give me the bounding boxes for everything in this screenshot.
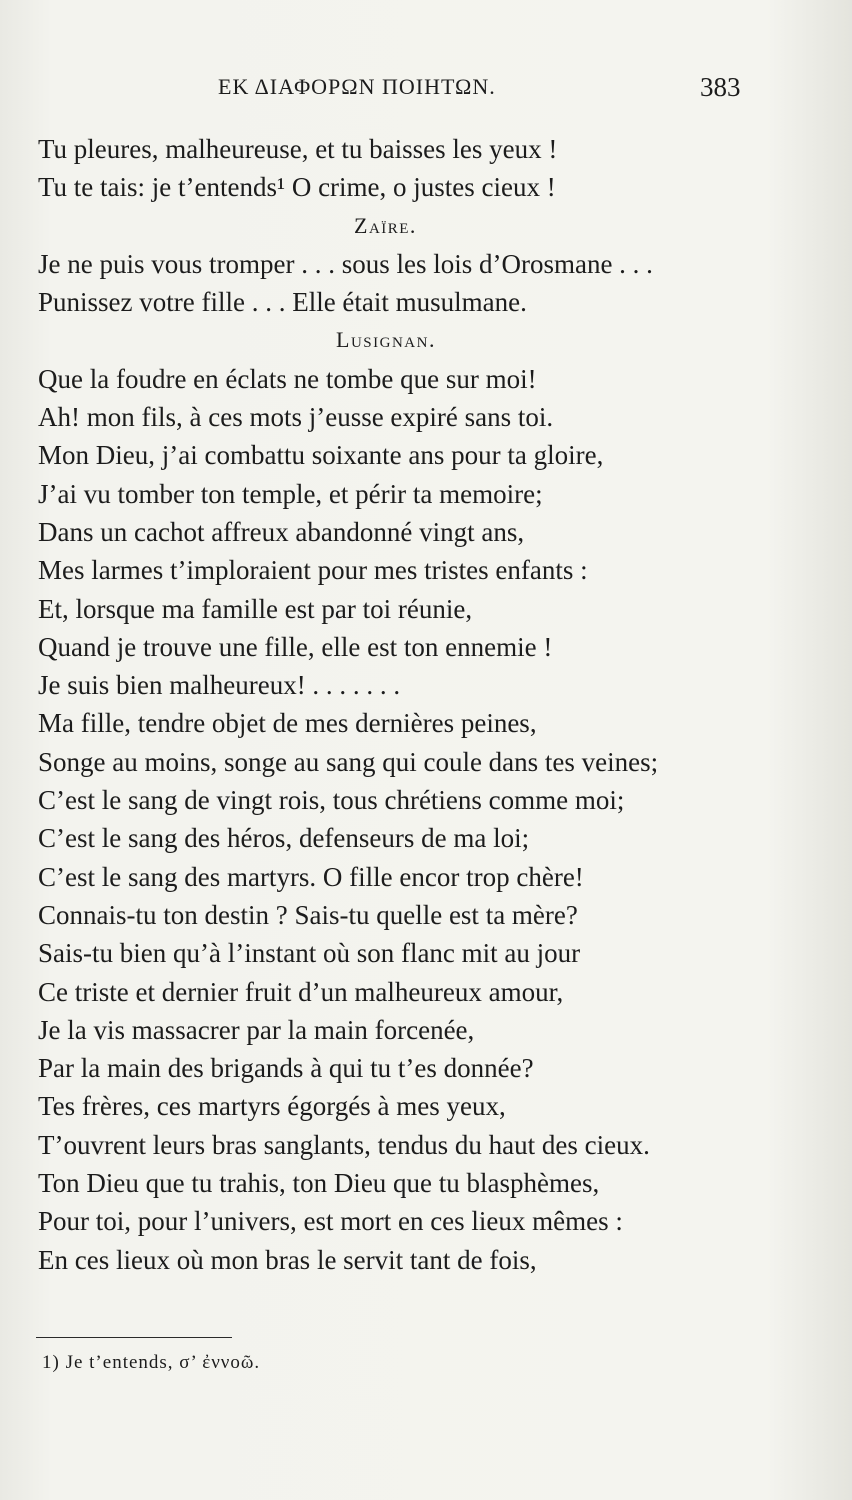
verse-line: C’est le sang de vingt rois, tous chrétiens comme moi; [38, 785, 625, 816]
verse-line: C’est le sang des martyrs. O fille encor trop chère! [38, 861, 584, 892]
verse-line: Mes larmes t’imploraient pour mes tristes enfants : [38, 555, 588, 586]
verse-line: Ce triste et dernier fruit d’un malheureux amour, [38, 976, 564, 1007]
verse-line: Je suis bien malheureux! . . . . . . . [38, 670, 401, 701]
verse-line: T’ouvrent leurs bras sanglants, tendus du haut des cieux. [38, 1129, 650, 1160]
verse-line: Connais-tu ton destin ? Sais-tu quelle est ta mère? [38, 899, 578, 930]
verse-line: Sais-tu bien qu’à l’instant où son flanc mit au jour [38, 938, 581, 969]
verse-line: Je la vis massacrer par la main forcenée, [38, 1014, 475, 1045]
verse-line: Tu te tais: je t’entends¹ O crime, o justes cieux ! [38, 172, 556, 203]
footnote [42, 1352, 260, 1374]
verse-line: Tes frères, ces martyrs égorgés à mes yeux, [38, 1091, 506, 1122]
verse-line: Et, lorsque ma famille est par toi réunie, [38, 593, 473, 624]
footnote-marker: 1) [42, 1352, 60, 1373]
verse-line: Tu pleures, malheureuse, et tu baisses les yeux ! [38, 134, 558, 164]
verse-line: Ah! mon fils, à ces mots j’eusse expiré sans toi. [38, 402, 554, 433]
footnote-text: Je t’entends, σ’ ἐννοῶ. [65, 1352, 261, 1373]
verse-line: Quand je trouve une fille, elle est ton ennemie ! [38, 631, 553, 662]
running-title: ΕΚ ΔΙΑΦΟΡΩΝ ΠΟΙΗΤΩΝ. [218, 74, 496, 99]
verse-line: Par la main des brigands à qui tu t’es donnée? [38, 1053, 534, 1084]
verse-line: Mon Dieu, j’ai combattu soixante ans pour ta gloire, [38, 440, 604, 471]
verse-line: En ces lieux où mon bras le servit tant de fois, [38, 1244, 537, 1275]
verse-line: Songe au moins, songe au sang qui coule dans tes veines; [38, 746, 659, 777]
page-header [0, 70, 852, 110]
verse-line: Je ne puis vous tromper . . . sous les lois d’Orosmane . . . [38, 248, 653, 279]
verse-line: Dans un cachot affreux abandonné vingt ans, [38, 516, 525, 547]
verse-line: Ma fille, tendre objet de mes dernières peines, [38, 708, 537, 739]
speaker-name: Lusignan. [336, 327, 436, 353]
footnote-rule [36, 1337, 232, 1338]
verse-line: Ton Dieu que tu trahis, ton Dieu que tu blasphèmes, [38, 1168, 600, 1199]
verse-line: C’est le sang des héros, defenseurs de ma loi; [38, 823, 530, 854]
page-number: 383 [700, 72, 741, 102]
verse-line: J’ai vu tomber ton temple, et périr ta memoire; [38, 478, 543, 509]
verse-block [38, 130, 838, 1279]
speaker-name: Zaïre. [354, 212, 417, 238]
verse-line: Punissez votre fille . . . Elle était musulmane. [38, 287, 527, 318]
verse-line: Pour toi, pour l’univers, est mort en ces lieux mêmes : [38, 1206, 623, 1237]
verse-line: Que la foudre en éclats ne tombe que sur moi! [38, 363, 537, 394]
